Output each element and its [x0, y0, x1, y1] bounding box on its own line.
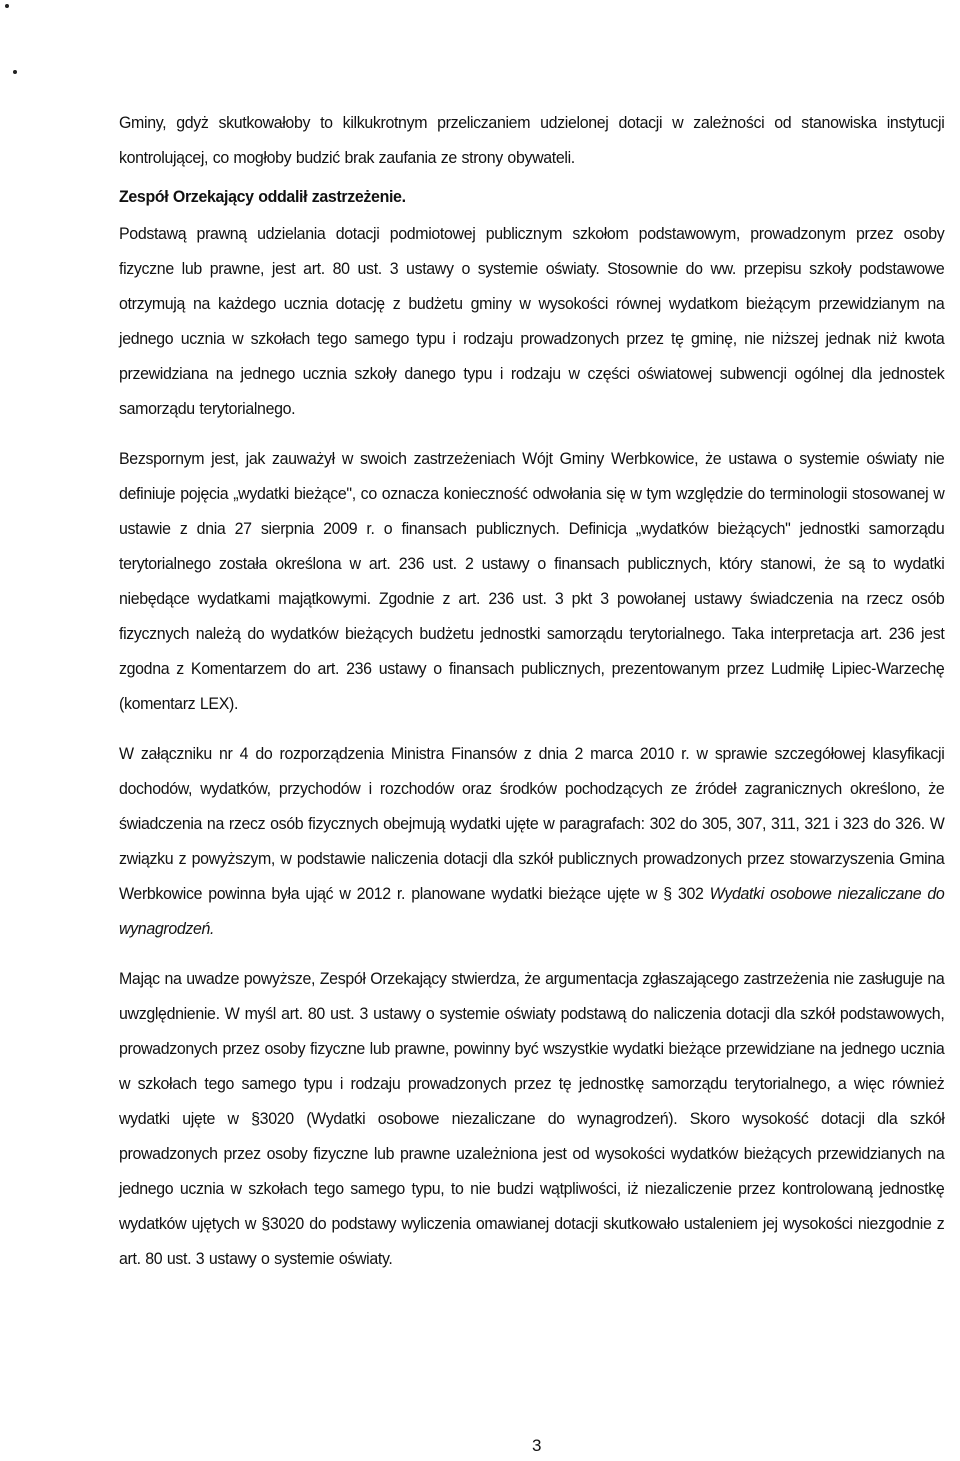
scan-mark [5, 4, 9, 8]
page-number: 3 [532, 1436, 542, 1455]
paragraph-current-expenses-definition: Bezspornym jest, jak zauważył w swoich zastrzeżeniach Wójt Gminy Werbkowice, że ustawa o systemie oświaty nie definiuje pojęcia „wydatki bieżące", co oznacza konieczność odwołania się w tym względzie do terminologii stosowanej w ustawie z dnia 27 sierpnia 2009 r. o finansach publicznych. Definicja „wydatków bieżących" jednostki samorządu terytorialnego została określona w art. 236 ust. 2 ustawy o finansach publicznych, który stanowi, że są to wydatki niebędące wydatkami majątkowymi. Zgodnie z art. 236 ust. 3 pkt 3 powołanej ustawy świadczenia na rzecz osób fizycznych należą do wydatków bieżących budżetu jednostki samorządu terytorialnego. Taka interpretacja art. 236 jest zgodna z Komentarzem do art. 236 ustawy o finansach publicznych, prezentowanym przez Ludmiłę Lipiec-Warzechę (komentarz LEX). [119, 450, 945, 713]
paragraph-regulation-annex [119, 737, 944, 947]
paragraph-conclusion: Mając na uwadze powyższe, Zespół Orzekający stwierdza, że argumentacja zgłaszającego zastrzeżenia nie zasługuje na uwzględnienie. W myśl art. 80 ust. 3 ustawy o systemie oświaty podstawą do naliczenia dotacji dla szkół podstawowych, prowadzonych przez osoby fizyczne lub prawne, powinny być wszystkie wydatki bieżące przewidziane na jednego ucznia w szkołach tego samego typu i rodzaju prowadzonych przez tę jednostkę samorządu terytorialnego, a więc również wydatki ujęte w §3020 (Wydatki osobowe niezaliczane do wynagrodzeń). Skoro wysokość dotacji dla szkół prowadzonych przez osoby fizyczne lub prawne uzależniona jest od wysokości wydatków bieżących przewidzianych na jednego ucznia w szkołach tego samego typu, to nie budzi wątpliwości, iż niezaliczenie przez kontrolowaną jednostkę wydatków ujętych w §3020 do podstawy wyliczenia omawianej dotacji skutkowało ustaleniem jej wysokości niezgodnie z art. 80 ust. 3 ustawy o systemie oświaty. [119, 970, 945, 1268]
document-page [119, 106, 957, 1277]
paragraph-gminy: Gminy, gdyż skutkowałoby to kilkukrotnym przeliczaniem udzielonej dotacji w zależności od stanowiska instytucji kontrolującej, co mogłoby budzić brak zaufania ze strony obywateli. [119, 114, 945, 167]
paragraph-legal-basis: Podstawą prawną udzielania dotacji podmiotowej publicznym szkołom podstawowym, prowadzonym przez osoby fizyczne lub prawne, jest art. 80 ust. 3 ustawy o systemie oświaty. Stosownie do ww. przepisu szkoły podstawowe otrzymują na każdego ucznia dotację z budżetu gminy w wysokości równej wydatkom bieżącym przewidzianym na jednego ucznia w szkołach tego samego typu i rodzaju prowadzonych przez tę gminę, nie niższej jednak niż kwota przewidziana na jednego ucznia szkoły danego typu i rodzaju w części oświatowej subwencji ogólnej dla jednostek samorządu terytorialnego. [119, 225, 945, 418]
paragraph-regulation-annex-text: W załączniku nr 4 do rozporządzenia Ministra Finansów z dnia 2 marca 2010 r. w sprawie szczegółowej klasyfikacji dochodów, wydatków, przychodów i rozchodów oraz środków pochodzących ze źródeł zagranicznych określono, że świadczenia na rzecz osób fizycznych obejmują wydatki ujęte w paragrafach: 302 do 305, 307, 311, 321 i 323 do 326. W związku z powyższym, w podstawie naliczenia dotacji dla szkół publicznych prowadzonych przez stowarzyszenia Gmina Werbkowice powinna była ująć w 2012 r. planowane wydatki bieżące ujęte w § 302 [119, 745, 945, 903]
paragraph-regulation-annex-italic: Wydatki osobowe niezaliczane do wynagrodzeń. [119, 885, 945, 938]
scan-mark [13, 70, 17, 74]
paragraph-decision-heading: Zespół Orzekający oddalił zastrzeżenie. [119, 188, 406, 206]
